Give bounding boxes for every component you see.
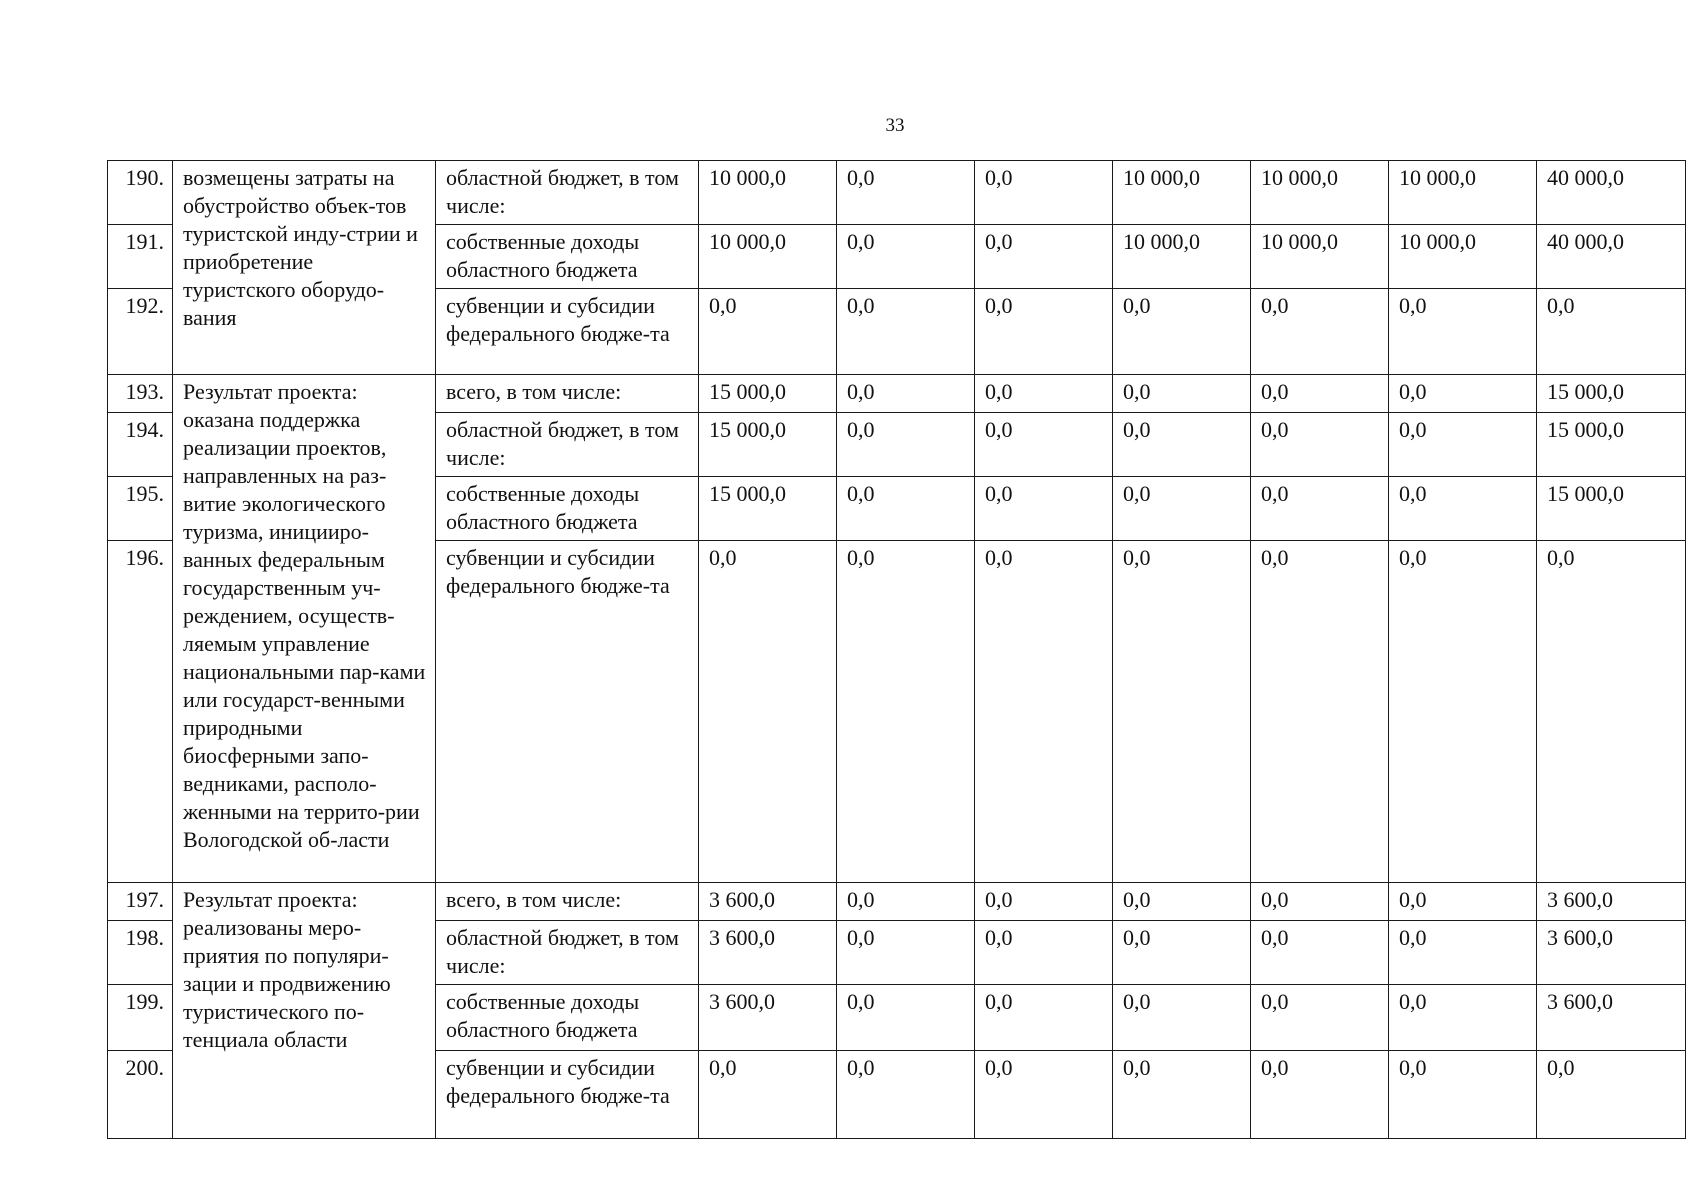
amount-cell: 0,0 bbox=[1113, 883, 1251, 921]
table-row bbox=[108, 375, 1686, 413]
amount-cell: 0,0 bbox=[1113, 985, 1251, 1051]
amount-cell: 0,0 bbox=[1389, 921, 1537, 985]
amount-cell: 0,0 bbox=[699, 289, 837, 375]
amount-cell: 0,0 bbox=[699, 1051, 837, 1139]
funding-source: субвенции и субсидии федерального бюдже-та bbox=[436, 541, 699, 883]
amount-cell: 15 000,0 bbox=[699, 375, 837, 413]
amount-cell: 0,0 bbox=[837, 541, 975, 883]
amount-cell: 40 000,0 bbox=[1537, 161, 1686, 225]
amount-cell: 3 600,0 bbox=[1537, 921, 1686, 985]
amount-cell: 0,0 bbox=[975, 921, 1113, 985]
row-number: 197. bbox=[108, 883, 173, 921]
funding-source: областной бюджет, в том числе: bbox=[436, 921, 699, 985]
table-row bbox=[108, 161, 1686, 225]
amount-cell: 40 000,0 bbox=[1537, 225, 1686, 289]
amount-cell: 0,0 bbox=[1113, 541, 1251, 883]
amount-cell: 0,0 bbox=[837, 921, 975, 985]
amount-cell: 0,0 bbox=[1389, 541, 1537, 883]
funding-source: всего, в том числе: bbox=[436, 883, 699, 921]
amount-cell: 0,0 bbox=[1251, 289, 1389, 375]
amount-cell: 0,0 bbox=[1251, 883, 1389, 921]
amount-cell: 10 000,0 bbox=[1251, 161, 1389, 225]
row-number: 193. bbox=[108, 375, 173, 413]
amount-cell: 10 000,0 bbox=[1389, 161, 1537, 225]
amount-cell: 0,0 bbox=[1251, 541, 1389, 883]
amount-cell: 0,0 bbox=[975, 985, 1113, 1051]
amount-cell: 0,0 bbox=[975, 161, 1113, 225]
result-description: Результат проекта: оказана поддержка реализации проектов, направленных на раз-витие экологического туризма, иницииро-ванных федеральным государственным уч-реждением, осуществ-ляемым управление национальными пар-ками или государст-венными природными биосферными запо-ведниками, располо-женными на террито-рии Вологодской об-ласти bbox=[173, 375, 436, 883]
result-description: возмещены затраты на обустройство объек-тов туристской инду-стрии и приобретение туристского оборудо-вания bbox=[173, 161, 436, 375]
amount-cell: 0,0 bbox=[1251, 1051, 1389, 1139]
amount-cell: 0,0 bbox=[1389, 985, 1537, 1051]
amount-cell: 0,0 bbox=[1389, 883, 1537, 921]
result-description: Результат проекта: реализованы меро-приятия по популяри-зации и продвижению туристического по-тенциала области bbox=[173, 883, 436, 1139]
funding-source: собственные доходы областного бюджета bbox=[436, 477, 699, 541]
amount-cell: 0,0 bbox=[975, 477, 1113, 541]
amount-cell: 10 000,0 bbox=[1389, 225, 1537, 289]
amount-cell: 0,0 bbox=[1113, 413, 1251, 477]
amount-cell: 0,0 bbox=[1113, 1051, 1251, 1139]
amount-cell: 0,0 bbox=[975, 1051, 1113, 1139]
amount-cell: 10 000,0 bbox=[699, 161, 837, 225]
amount-cell: 3 600,0 bbox=[699, 985, 837, 1051]
amount-cell: 0,0 bbox=[975, 225, 1113, 289]
amount-cell: 0,0 bbox=[1113, 375, 1251, 413]
amount-cell: 15 000,0 bbox=[1537, 375, 1686, 413]
row-number: 195. bbox=[108, 477, 173, 541]
amount-cell: 0,0 bbox=[1251, 375, 1389, 413]
amount-cell: 3 600,0 bbox=[1537, 883, 1686, 921]
amount-cell: 0,0 bbox=[837, 883, 975, 921]
funding-source: субвенции и субсидии федерального бюдже-та bbox=[436, 289, 699, 375]
funding-source: всего, в том числе: bbox=[436, 375, 699, 413]
amount-cell: 15 000,0 bbox=[1537, 413, 1686, 477]
amount-cell: 0,0 bbox=[975, 289, 1113, 375]
amount-cell: 0,0 bbox=[837, 289, 975, 375]
amount-cell: 0,0 bbox=[1389, 375, 1537, 413]
page-number: 33 bbox=[885, 115, 905, 136]
funding-source: субвенции и субсидии федерального бюдже-та bbox=[436, 1051, 699, 1139]
amount-cell: 3 600,0 bbox=[699, 921, 837, 985]
amount-cell: 0,0 bbox=[1537, 541, 1686, 883]
funding-source: областной бюджет, в том числе: bbox=[436, 413, 699, 477]
budget-table bbox=[107, 160, 1686, 1139]
amount-cell: 10 000,0 bbox=[1113, 161, 1251, 225]
row-number: 194. bbox=[108, 413, 173, 477]
amount-cell: 0,0 bbox=[975, 375, 1113, 413]
amount-cell: 0,0 bbox=[1389, 289, 1537, 375]
row-number: 196. bbox=[108, 541, 173, 883]
amount-cell: 0,0 bbox=[1537, 289, 1686, 375]
amount-cell: 0,0 bbox=[1251, 413, 1389, 477]
amount-cell: 0,0 bbox=[837, 375, 975, 413]
row-number: 190. bbox=[108, 161, 173, 225]
amount-cell: 10 000,0 bbox=[1113, 225, 1251, 289]
funding-source: областной бюджет, в том числе: bbox=[436, 161, 699, 225]
amount-cell: 3 600,0 bbox=[1537, 985, 1686, 1051]
funding-source: собственные доходы областного бюджета bbox=[436, 985, 699, 1051]
amount-cell: 0,0 bbox=[837, 985, 975, 1051]
amount-cell: 0,0 bbox=[975, 541, 1113, 883]
row-number: 192. bbox=[108, 289, 173, 375]
amount-cell: 15 000,0 bbox=[699, 477, 837, 541]
table-row bbox=[108, 883, 1686, 921]
amount-cell: 0,0 bbox=[1113, 921, 1251, 985]
amount-cell: 0,0 bbox=[837, 413, 975, 477]
amount-cell: 10 000,0 bbox=[699, 225, 837, 289]
amount-cell: 10 000,0 bbox=[1251, 225, 1389, 289]
amount-cell: 15 000,0 bbox=[1537, 477, 1686, 541]
amount-cell: 0,0 bbox=[1389, 1051, 1537, 1139]
row-number: 199. bbox=[108, 985, 173, 1051]
amount-cell: 0,0 bbox=[975, 883, 1113, 921]
row-number: 191. bbox=[108, 225, 173, 289]
amount-cell: 0,0 bbox=[975, 413, 1113, 477]
amount-cell: 0,0 bbox=[1251, 921, 1389, 985]
amount-cell: 0,0 bbox=[699, 541, 837, 883]
amount-cell: 0,0 bbox=[1113, 477, 1251, 541]
amount-cell: 0,0 bbox=[1113, 289, 1251, 375]
amount-cell: 0,0 bbox=[1251, 477, 1389, 541]
amount-cell: 0,0 bbox=[837, 1051, 975, 1139]
amount-cell: 0,0 bbox=[837, 225, 975, 289]
amount-cell: 0,0 bbox=[837, 477, 975, 541]
row-number: 200. bbox=[108, 1051, 173, 1139]
funding-source: собственные доходы областного бюджета bbox=[436, 225, 699, 289]
amount-cell: 0,0 bbox=[1389, 413, 1537, 477]
amount-cell: 0,0 bbox=[837, 161, 975, 225]
amount-cell: 0,0 bbox=[1537, 1051, 1686, 1139]
amount-cell: 3 600,0 bbox=[699, 883, 837, 921]
amount-cell: 15 000,0 bbox=[699, 413, 837, 477]
amount-cell: 0,0 bbox=[1251, 985, 1389, 1051]
amount-cell: 0,0 bbox=[1389, 477, 1537, 541]
row-number: 198. bbox=[108, 921, 173, 985]
